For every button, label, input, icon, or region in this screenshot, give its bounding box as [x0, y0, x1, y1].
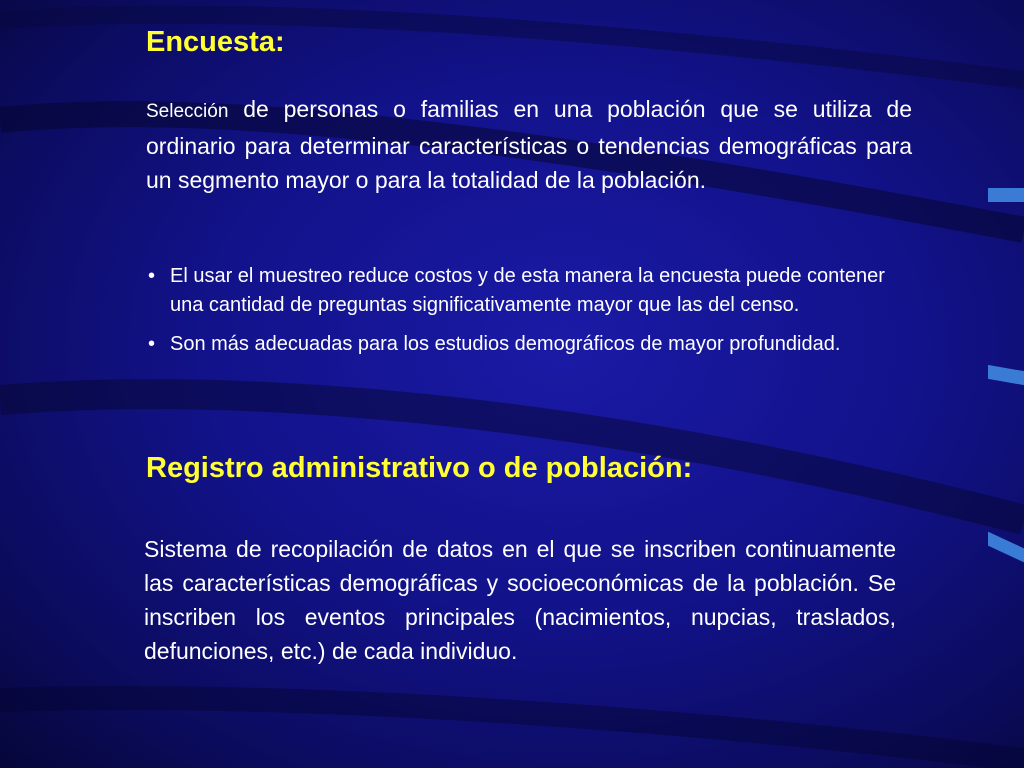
definition-lead-word: Selección [146, 101, 229, 122]
encuesta-bullet-list [148, 262, 916, 369]
heading-registro: Registro administrativo o de población: [146, 452, 693, 484]
bullet-symbol: • [148, 333, 156, 355]
definition-body: de personas o familias en una población que se utiliza de ordinario para determinar características o tendencias demográficas para un segmento mayor o para la totalidad de la población. [146, 96, 912, 193]
heading-encuesta: Encuesta: [146, 26, 285, 58]
bullet-text: Son más adecuadas para los estudios demográficos de mayor profundidad. [170, 333, 841, 355]
decorative-accent-1 [988, 188, 1024, 202]
bullet-item [148, 330, 916, 359]
bullet-item [148, 262, 916, 320]
encuesta-definition [146, 92, 912, 197]
registro-definition: Sistema de recopilación de datos en el que se inscriben continuamente las características demográficas y socioeconómicas de la población. Se inscriben los eventos principales (nacimientos, nupcias, traslados, defunciones, etc.) de cada individuo. [144, 536, 896, 664]
bullet-symbol: • [148, 265, 156, 287]
bullet-text: El usar el muestreo reduce costos y de esta manera la encuesta puede contener una cantidad de preguntas significativamente mayor que las del censo. [170, 265, 885, 316]
